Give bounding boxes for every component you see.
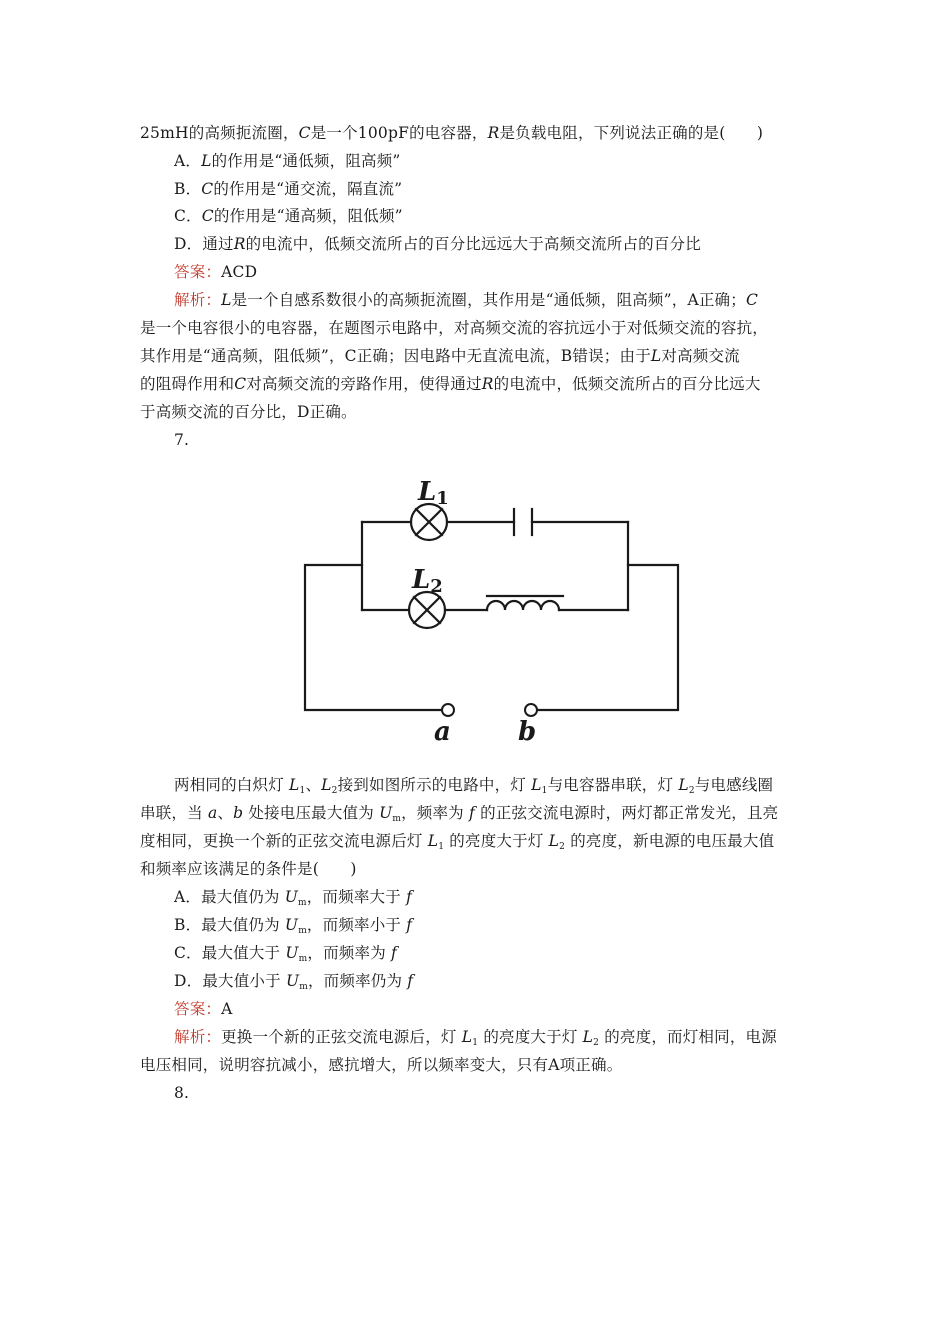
text-segment: 的亮度，而灯相同，电源	[599, 1028, 777, 1046]
subscript: m	[298, 954, 308, 964]
text-segment: 的作用是“通高频，阻低频”	[213, 207, 403, 225]
math-symbol: f	[406, 916, 413, 934]
q7-stem-line-2	[140, 803, 778, 829]
text-segment: 与电容器串联，灯	[547, 776, 679, 794]
subscript: 1	[299, 786, 306, 796]
text-segment: 的阻碍作用和	[140, 375, 235, 393]
math-symbol: L	[289, 776, 300, 794]
math-symbol: C	[234, 375, 247, 393]
math-symbol: a	[207, 804, 218, 822]
text-segment: ，而频率为	[307, 944, 392, 962]
subscript: 2	[331, 786, 338, 796]
text-segment: ，而频率仍为	[307, 972, 408, 990]
inductor-coil	[487, 601, 559, 610]
subscript: m	[392, 814, 402, 824]
math-symbol: L	[531, 776, 542, 794]
math-symbol: U	[284, 888, 298, 906]
math-symbol: C	[745, 291, 759, 309]
text-segment: 、	[305, 776, 322, 794]
q7-stem-line-4	[140, 859, 357, 879]
math-symbol: L	[461, 1028, 473, 1046]
lamp-2-icon	[409, 592, 445, 628]
subscript: 2	[688, 786, 695, 796]
text-segment: 两相同的白炽灯	[174, 776, 290, 794]
text-segment: B．最大值仍为	[174, 916, 285, 934]
terminal-a-label: a	[434, 717, 451, 747]
text-segment: A．最大值仍为	[174, 888, 285, 906]
math-symbol: L	[201, 152, 212, 170]
text-segment: ，而频率小于	[306, 916, 407, 934]
answer-label: 答案：	[174, 1000, 222, 1018]
outer-right-wire	[537, 565, 678, 710]
text-segment: 的亮度大于灯	[444, 832, 549, 850]
text-segment: A．	[174, 152, 202, 170]
subscript: m	[298, 926, 307, 936]
answer-value: ACD	[221, 263, 258, 281]
text-segment: 处接电压最大值为	[243, 804, 380, 822]
subscript: 2	[559, 842, 566, 852]
math-symbol: f	[469, 804, 475, 822]
math-symbol: f	[407, 972, 414, 990]
text-segment: 的作用是“通交流，隔直流”	[213, 180, 403, 198]
terminal-b-label: b	[518, 717, 537, 747]
text-segment: 接到如图所示的电路中，灯	[337, 776, 532, 794]
text-segment: 的电流中，低频交流所占的百分比远大	[493, 375, 761, 393]
math-symbol: C	[201, 207, 214, 225]
math-symbol: L	[221, 291, 232, 309]
text-segment: ，频率为	[401, 804, 470, 822]
text-segment: 、	[217, 804, 234, 822]
subscript: 1	[438, 842, 445, 852]
math-symbol: L	[678, 776, 689, 794]
math-symbol: U	[284, 916, 299, 934]
q8-number: 8.	[174, 1084, 190, 1102]
text-segment: 是一个电容很小的电容器，在题图示电路中，对高频交流的容抗远小于对低频交流的容抗，	[140, 319, 769, 337]
q7-option-c	[174, 943, 397, 969]
math-symbol: f	[406, 888, 412, 906]
text-segment: C．	[174, 207, 202, 225]
text-segment: 对高频交流	[661, 347, 740, 365]
text-segment: 是一个100pF的电容器，	[310, 124, 488, 142]
q7-option-a	[174, 887, 412, 913]
math-symbol: C	[298, 124, 311, 142]
subscript: 2	[593, 1038, 600, 1048]
text-segment: D．通过	[174, 235, 234, 253]
q7-analysis-line-2	[140, 1055, 622, 1075]
subscript: m	[299, 982, 308, 992]
terminal-a-icon	[442, 704, 454, 716]
text-segment: 电压相同，说明容抗减小，感抗增大，所以频率变大，只有A项正确。	[140, 1056, 623, 1074]
text-segment: C．最大值大于	[174, 944, 286, 962]
answer-value: A	[221, 1000, 233, 1018]
subscript: m	[298, 898, 307, 908]
q7-stem-line-1	[174, 775, 773, 801]
math-symbol: R	[481, 375, 494, 393]
math-symbol: L	[548, 832, 560, 850]
math-symbol: U	[379, 804, 393, 822]
text-segment: 的电流中，低频交流所占的百分比远远大于高频交流所占的百分比	[245, 235, 701, 253]
text-segment: 度相同，更换一个新的正弦交流电源后灯	[140, 832, 428, 850]
q7-stem-line-3	[140, 831, 774, 857]
text-segment: B．	[174, 180, 202, 198]
math-symbol: U	[285, 944, 299, 962]
subscript: 1	[472, 1038, 479, 1048]
math-symbol: R	[487, 124, 500, 142]
text-segment: 和频率应该满足的条件是( )	[140, 860, 357, 878]
math-symbol: R	[233, 235, 246, 253]
math-symbol: L	[427, 832, 439, 850]
lamp-1-label: L1	[418, 477, 449, 509]
q7-number: 7.	[174, 431, 190, 449]
text-segment: ，而频率大于	[306, 888, 407, 906]
analysis-label: 解析：	[174, 1028, 222, 1046]
text-segment: 其作用是“通高频，阻低频”，C正确；因电路中无直流电流，B错误；由于	[140, 347, 651, 365]
text-segment: 更换一个新的正弦交流电源后，灯	[221, 1028, 462, 1046]
text-segment: 的作用是“通低频，阻高频”	[211, 152, 401, 170]
text-segment: 对高频交流的旁路作用，使得通过	[246, 375, 482, 393]
lamp-1-icon	[411, 504, 447, 540]
q7-analysis-line-1	[174, 1027, 777, 1053]
answer-label: 答案：	[174, 263, 222, 281]
text-segment: 于高频交流的百分比，D正确。	[140, 403, 357, 421]
terminal-b-icon	[525, 704, 537, 716]
math-symbol: L	[321, 776, 332, 794]
math-symbol: L	[582, 1028, 594, 1046]
text-segment: 与电感线圈	[694, 776, 774, 794]
text-segment: 串联，当	[140, 804, 208, 822]
q7-option-d	[174, 971, 413, 997]
text-segment: 是一个自感系数很小的高频扼流圈，其作用是“通低频，阻高频”，A正确；	[231, 291, 746, 309]
math-symbol: b	[233, 804, 244, 822]
math-symbol: U	[285, 972, 300, 990]
math-symbol: f	[391, 944, 397, 962]
analysis-label: 解析：	[174, 291, 222, 309]
text-segment: D．最大值小于	[174, 972, 286, 990]
subscript: 1	[541, 786, 548, 796]
lamp-2-label: L2	[412, 565, 443, 597]
math-symbol: C	[201, 180, 214, 198]
analysis-text	[221, 1028, 777, 1046]
text-segment: 的亮度，新电源的电压最大值	[565, 832, 775, 850]
text-segment: 是负载电阻，下列说法正确的是( )	[499, 124, 764, 142]
text-segment: 的亮度大于灯	[478, 1028, 583, 1046]
text-segment: 25mH的高频扼流圈，	[140, 124, 299, 142]
math-symbol: L	[650, 347, 662, 365]
text-segment: 的正弦交流电源时，两灯都正常发光，且亮	[474, 804, 779, 822]
q7-answer	[174, 999, 233, 1019]
q7-option-b	[174, 915, 412, 941]
